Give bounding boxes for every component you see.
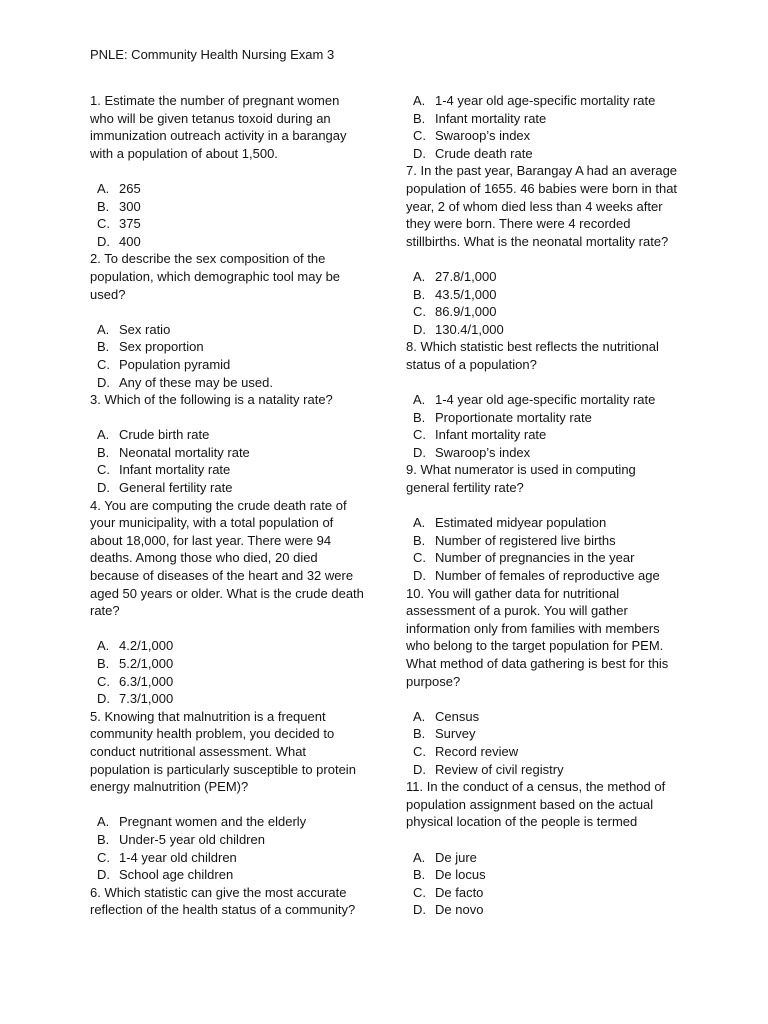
choice-letter: D. [97,233,110,249]
stem-line: status of a population? [406,356,537,372]
choice-d [406,145,706,163]
choice-b [406,409,706,427]
choice-text: 4.2/1,000 [119,638,174,654]
choice-text: Infant mortality rate [435,427,547,443]
stem-line: about 18,000, for last year. There were 94 [90,532,332,548]
choice-b [90,655,390,673]
question-11 [406,778,706,919]
choice-letter: B. [97,198,110,214]
choice-text: 1-4 year old age-specific mortality rate [435,93,656,108]
question-stem [90,92,390,162]
choice-letter: D. [413,444,426,460]
choice-list [90,813,390,883]
question-stem [90,250,390,303]
choice-letter: B. [413,867,426,883]
stem-line: population of 1655. 46 babies were born in that [406,180,678,196]
choice-text: Any of these may be used. [119,374,273,390]
choice-text: 400 [119,233,141,249]
choice-c [406,426,706,444]
choice-letter: B. [413,110,426,126]
stem-line: population assignment based on the actual [406,796,654,812]
choice-letter: C. [413,427,426,443]
stem-line: used? [90,286,126,302]
stem-line: year, 2 of whom died less than 4 weeks after [406,198,663,214]
question-stem [406,461,706,496]
question-7 [406,162,706,338]
choice-text: Survey [435,726,476,742]
blank-line [406,374,706,392]
choice-text: 1-4 year old age-specific mortality rate [435,392,656,408]
stem-line: What method of data gathering is best for this [406,656,669,671]
choice-text: Number of pregnancies in the year [435,550,635,566]
choice-list [406,514,706,584]
blank-line [90,620,390,638]
choice-text: 375 [119,216,141,232]
choice-letter: B. [413,286,426,302]
choice-a [406,391,706,409]
question-stem [90,497,390,620]
choice-text: De locus [435,867,486,883]
stem-line: population is particularly susceptible to protein [90,761,356,777]
blank-line [406,831,706,849]
choice-d [90,690,390,708]
choice-text: Proportionate mortality rate [435,409,592,425]
choice-list [90,321,390,391]
choice-letter: A. [97,638,110,654]
stem-line: 6. Which statistic can give the most accurate [90,884,347,900]
choice-text: 27.8/1,000 [435,268,497,284]
choice-letter: A. [413,392,426,408]
stem-line: physical location of the people is termed [406,814,638,830]
choice-list [90,426,390,496]
choice-letter: C. [413,743,426,759]
stem-line: information only from families with members [406,620,660,636]
choice-c [406,303,706,321]
choice-d [90,233,390,251]
choice-text: 300 [119,198,141,214]
choice-letter: D. [97,374,110,390]
stem-line: 7. In the past year, Barangay A had an average [406,163,678,179]
choice-letter: A. [97,321,110,337]
stem-line: 11. In the conduct of a census, the method of [406,779,666,795]
question-3 [90,391,390,497]
question-stem [406,338,706,373]
choice-letter: D. [413,761,426,777]
choice-a [90,813,390,831]
choice-d [406,567,706,585]
question-9 [406,461,706,584]
choice-letter: C. [97,673,110,689]
choice-text: 6.3/1,000 [119,673,174,689]
choice-letter: D. [413,568,426,584]
choice-text: Number of registered live births [435,532,616,548]
choice-text: 5.2/1,000 [119,656,174,671]
choice-letter: C. [97,356,110,372]
stem-line: 3. Which of the following is a natality rate? [90,392,333,408]
question-8 [406,338,706,461]
choice-c [90,849,390,867]
choice-text: Sex ratio [119,321,171,337]
choice-letter: A. [413,268,426,284]
blank-line [90,409,390,427]
stem-line: 4. You are computing the crude death rate of [90,497,347,513]
choice-d [406,901,706,919]
choice-a [90,426,390,444]
choice-c [90,215,390,233]
blank-line [90,303,390,321]
question-stem [406,585,706,691]
stem-line: 5. Knowing that malnutrition is a frequent [90,708,326,724]
choice-d [90,479,390,497]
choice-text: Sex proportion [119,339,204,355]
left-column [90,92,390,919]
choice-letter: C. [413,550,426,566]
choice-c [406,549,706,567]
choice-text: Review of civil registry [435,761,564,777]
choice-c [90,461,390,479]
choice-letter: D. [413,321,426,337]
blank-line [406,690,706,708]
stem-line: deaths. Among those who died, 20 died [90,550,318,566]
choice-text: 1-4 year old children [119,849,237,865]
blank-line [406,497,706,515]
stem-line: with a population of about 1,500. [90,145,278,161]
choice-text: Crude death rate [435,145,533,161]
question-6-choices [406,92,706,162]
choice-letter: D. [97,691,110,707]
choice-text: Census [435,708,480,724]
stem-line: general fertility rate? [406,480,524,496]
choice-letter: B. [97,831,110,847]
choice-letter: C. [413,884,426,900]
choice-d [406,321,706,339]
choice-letter: A. [413,515,426,531]
choice-text: Crude birth rate [119,427,210,443]
stem-line: aged 50 years or older. What is the crude death [90,585,364,601]
stem-line: assessment of a purok. You will gather [406,603,628,619]
choice-b [406,110,706,128]
choice-list [406,268,706,338]
choice-b [406,532,706,550]
stem-line: your municipality, with a total population of [90,515,334,531]
choice-text: Number of females of reproductive age [435,568,660,584]
choice-a [406,849,706,867]
stem-line: community health problem, you decided to [90,726,335,742]
right-column [406,92,706,919]
choice-a [406,708,706,726]
stem-line: immunization outreach activity in a barangay [90,128,347,144]
choice-d [406,761,706,779]
choice-c [406,127,706,145]
question-2 [90,250,390,391]
choice-a [90,321,390,339]
choice-a [406,92,706,110]
choice-text: Swaroop’s index [435,444,531,460]
choice-d [406,444,706,462]
stem-line: who belong to the target population for PEM. [406,638,664,654]
question-1 [90,92,390,250]
choice-text: Infant mortality rate [435,110,547,126]
choice-a [406,268,706,286]
choice-b [90,444,390,462]
stem-line: 8. Which statistic best reflects the nutritional [406,339,659,355]
stem-line: purpose? [406,673,461,689]
stem-line: reflection of the health status of a community? [90,902,356,918]
stem-line: rate? [90,603,120,619]
choice-letter: C. [97,216,110,232]
choice-text: De novo [435,902,484,918]
stem-line: 10. You will gather data for nutritional [406,585,620,601]
choice-text: Swaroop’s index [435,128,531,144]
choice-c [90,356,390,374]
choice-text: 130.4/1,000 [435,321,504,337]
choice-text: Pregnant women and the elderly [119,814,307,830]
choice-text: 43.5/1,000 [435,286,497,302]
choice-letter: C. [413,304,426,320]
stem-line: energy malnutrition (PEM)? [90,779,249,795]
question-stem [406,778,706,831]
blank-line [90,796,390,814]
question-5 [90,708,390,884]
choice-a [90,180,390,198]
choice-letter: A. [413,93,426,108]
choice-letter: C. [413,128,426,144]
choice-b [406,866,706,884]
choice-text: 7.3/1,000 [119,691,174,707]
question-6-stem [90,884,390,919]
choice-text: De facto [435,884,484,900]
stem-line: who will be given tetanus toxoid during an [90,110,331,126]
choice-text: 86.9/1,000 [435,304,497,320]
choice-text: Record review [435,743,519,759]
question-stem [406,162,706,250]
question-4 [90,497,390,708]
choice-letter: D. [97,867,110,883]
choice-letter: A. [97,814,110,830]
choice-list [406,708,706,778]
choice-b [90,338,390,356]
choice-letter: C. [97,462,110,478]
choice-list [90,180,390,250]
page-title: PNLE: Community Health Nursing Exam 3 [90,47,335,62]
stem-line: 2. To describe the sex composition of the [90,251,326,267]
choice-letter: A. [413,708,426,724]
choice-d [90,866,390,884]
choice-letter: B. [97,444,110,460]
choice-text: General fertility rate [119,480,233,496]
choice-b [90,831,390,849]
choice-letter: B. [413,409,426,425]
choice-c [406,884,706,902]
choice-text: Estimated midyear population [435,515,607,531]
stem-line: 1. Estimate the number of pregnant women [90,93,340,108]
stem-line: they were born. There were 4 recorded [406,216,631,232]
choice-text: Under-5 year old children [119,831,265,847]
choice-text: 265 [119,180,141,196]
choice-b [406,725,706,743]
question-10 [406,585,706,779]
choice-b [90,198,390,216]
stem-line: stillbirths. What is the neonatal mortality rate? [406,233,669,249]
choice-letter: C. [97,849,110,865]
choice-letter: A. [97,180,110,196]
choice-letter: B. [413,532,426,548]
choice-list [406,849,706,919]
choice-c [90,673,390,691]
choice-text: Population pyramid [119,356,231,372]
blank-line [406,250,706,268]
stem-line: 9. What numerator is used in computing [406,462,636,478]
choice-letter: D. [97,480,110,496]
choice-text: Neonatal mortality rate [119,444,250,460]
choice-text: Infant mortality rate [119,462,231,478]
choice-letter: B. [97,339,110,355]
choice-list [90,637,390,707]
choice-a [90,637,390,655]
choice-letter: D. [413,145,426,161]
stem-line: conduct nutritional assessment. What [90,743,307,759]
question-stem [90,708,390,796]
choice-letter: D. [413,902,426,918]
choice-text: School age children [119,867,234,883]
stem-line: because of diseases of the heart and 32 were [90,568,354,584]
choice-list [406,391,706,461]
blank-line [90,162,390,180]
choice-c [406,743,706,761]
choice-b [406,286,706,304]
stem-line: population, which demographic tool may be [90,268,341,284]
question-stem [90,391,390,409]
choice-d [90,374,390,392]
choice-letter: B. [413,726,426,742]
choice-letter: A. [413,849,426,865]
choice-letter: A. [97,427,110,443]
choice-a [406,514,706,532]
choice-text: De jure [435,849,477,865]
choice-letter: B. [97,656,110,671]
